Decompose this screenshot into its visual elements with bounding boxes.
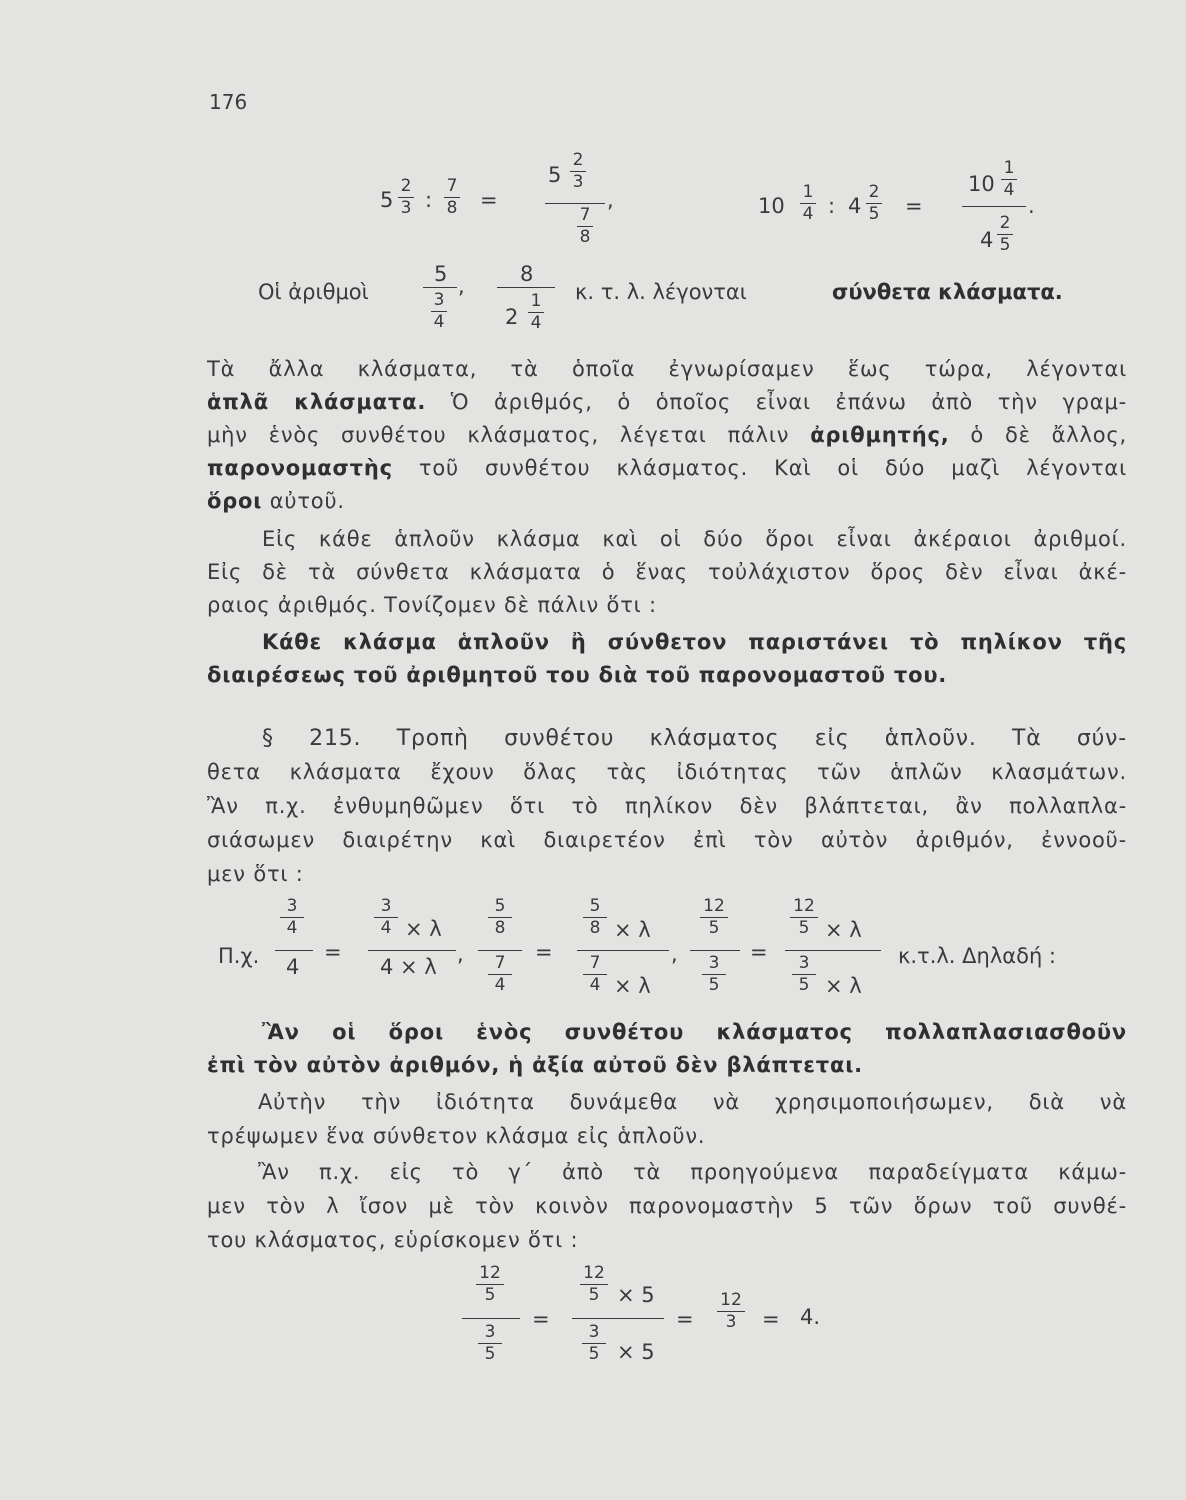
para1-line2: ἁπλᾶ κλάσματα. Ὁ ἀριθμός, ὁ ὁποῖος εἶναι ἐπάνω ἀπὸ τὴν γραμ- <box>207 390 1127 414</box>
para1-line3: μὴν ἑνὸς συνθέτου κλάσματος, λέγεται πάλιν ἀριθμητής, ὁ δὲ ἄλλος, <box>207 423 1127 447</box>
para2-line3: ραιος ἀριθμός. Τονίζομεν δὲ πάλιν ὅτι : <box>207 593 657 617</box>
para1-line4: παρονομαστὴς τοῦ συνθέτου κλάσματος. Καὶ οἱ δύο μαζὶ λέγονται <box>207 456 1127 480</box>
para1-line5: ὅροι αὐτοῦ. <box>207 489 345 513</box>
section-line4: σιάσωμεν διαιρέτην καὶ διαιρετέον ἐπὶ τὸν αὐτὸν ἀριθμόν, ἐννοοῦ- <box>207 828 1127 852</box>
section-215-heading: § 215. Τροπὴ συνθέτου κλάσματος εἰς ἁπλοῦν. Τὰ σύν- <box>262 726 1128 751</box>
rule2-line1: Ἂν οἱ ὅροι ἑνὸς συνθέτου κλάσματος πολλαπλασιασθοῦν <box>262 1020 1127 1044</box>
book-page: 176 5 2 3 : 7 8 = 5 2 3 7 8 , 10 1 4 : 4 2 5 = 10 1 4 4 2 5 . Οἱ ἀριθμοὶ 5 3 4 , 8 2 1 4 κ. τ. λ. λέγονται σύνθετα κλάσματα. Τὰ ἄλλα κλάσματα, τὰ ὁποῖα ἐγνωρίσαμεν ἕως τώρα, λέγονται ἁπλᾶ κλάσματα. Ὁ ἀριθμός, ὁ ὁποῖος εἶναι ἐπάνω ἀπὸ τὴν γραμ- μὴν ἑνὸς συνθέτου κλάσματος, λέγεται πάλιν ἀριθμητής, ὁ δὲ ἄλλος, παρονομαστὴς τοῦ συνθέτου κλάσματος. Καὶ οἱ δύο μαζὶ λέγονται ὅροι αὐτοῦ. Εἰς κάθε ἁπλοῦν κλάσμα καὶ οἱ δύο ὅροι εἶναι ἀκέραιοι ἀριθμοί. Εἰς δὲ τὰ σύνθετα κλάσματα ὁ ἕνας τοὐλάχιστον ὅρος δὲν εἶναι ἀκέ- ραιος ἀριθμός. Τονίζομεν δὲ πάλιν ὅτι : Κάθε κλάσμα ἁπλοῦν ἢ σύνθετον παριστάνει τὸ πηλίκον τῆς διαιρέσεως τοῦ ἀριθμητοῦ του διὰ τοῦ παρονομαστοῦ του. § 215. Τροπὴ συνθέτου κλάσματος εἰς ἁπλοῦν. Τὰ σύν- θετα κλάσματα ἔχουν ὅλας τὰς ἰδιότητας τῶν ἁπλῶν κλασμάτων. Ἂν π.χ. ἐνθυμηθῶμεν ὅτι τὸ πηλίκον δὲν βλάπτεται, ἂν πολλαπλα- σιάσωμεν διαιρέτην καὶ διαιρετέον ἐπὶ τὸν αὐτὸν ἀριθμόν, ἐννοοῦ- μεν ὅτι : Π.χ. 3 4 4 = 3 4 × λ 4 × λ , 5 8 7 4 = 5 8 × λ 7 4 × λ , 12 5 3 5 = 12 5 × λ 3 5 × λ κ.τ.λ. Δηλαδή : Ἂν οἱ ὅροι ἑνὸς συνθέτου κλάσματος πολλαπλασιασθοῦν ἐπὶ τὸν αὐτὸν ἀριθμόν, ἡ ἀξία αὐτοῦ δὲν βλάπτεται. Αὐτὴν τὴν ἰδιότητα δυνάμεθα νὰ χρησιμοποιήσωμεν, διὰ νὰ τρέψωμεν ἕνα σύνθετον κλάσμα εἰς ἁπλοῦν. Ἂν π.χ. εἰς τὸ γ΄ ἀπὸ τὰ προηγούμενα παραδείγματα κάμω- μεν τὸν λ ἴσον μὲ τὸν κοινὸν παρονομαστὴν 5 τῶν ὅρων τοῦ συνθέ- του κλάσματος, εὑρίσκομεν ὅτι : 12 5 3 5 = 12 5 × 5 3 5 × 5 = 12 3 = 4. <box>207 90 1128 1364</box>
rule1-line2: διαιρέσεως τοῦ ἀριθμητοῦ του διὰ τοῦ παρονομαστοῦ του. <box>207 663 948 687</box>
f2-main-bar <box>962 206 1026 207</box>
para2-line1: Εἰς κάθε ἁπλοῦν κλάσμα καὶ οἱ δύο ὅροι εἶναι ἀκέραιοι ἀριθμοί. <box>262 527 1127 551</box>
section-line5: μεν ὅτι : <box>207 862 304 886</box>
para2-line2: Εἰς δὲ τὰ σύνθετα κλάσματα ὁ ἕνας τοὐλάχιστον ὅρος δὲν εἶναι ἀκέ- <box>207 560 1127 584</box>
para1-line1: Τὰ ἄλλα κλάσματα, τὰ ὁποῖα ἐγνωρίσαμεν ἕως τώρα, λέγονται <box>207 357 1127 381</box>
rule2-line2: ἐπὶ τὸν αὐτὸν ἀριθμόν, ἡ ἀξία αὐτοῦ δὲν βλάπτεται. <box>207 1053 863 1077</box>
section-line3: Ἂν π.χ. ἐνθυμηθῶμεν ὅτι τὸ πηλίκον δὲν βλάπτεται, ἂν πολλαπλα- <box>207 794 1127 818</box>
f1-main-bar <box>545 203 605 204</box>
para3-line2: τρέψωμεν ἕνα σύνθετον κλάσμα εἰς ἁπλοῦν. <box>207 1124 706 1148</box>
rule1-line1: Κάθε κλάσμα ἁπλοῦν ἢ σύνθετον παριστάνει τὸ πηλίκον τῆς <box>262 630 1127 654</box>
f1-fraction-2: 7 8 <box>444 178 460 217</box>
para4-line2: μεν τὸν λ ἴσον μὲ τὸν κοινὸν παρονομαστὴν 5 τῶν ὅρων τοῦ συνθέ- <box>207 1194 1127 1218</box>
f1-whole: 5 <box>380 188 394 212</box>
para4-line3: του κλάσματος, εὑρίσκομεν ὅτι : <box>207 1228 579 1252</box>
para3-line1: Αὐτὴν τὴν ἰδιότητα δυνάμεθα νὰ χρησιμοποιήσωμεν, διὰ νὰ <box>258 1090 1127 1114</box>
para4-line1: Ἂν π.χ. εἰς τὸ γ΄ ἀπὸ τὰ προηγούμενα παραδείγματα κάμω- <box>258 1160 1127 1184</box>
page-number: 176 <box>209 90 248 114</box>
f1-fraction: 2 3 <box>398 178 414 217</box>
section-line2: θετα κλάσματα ἔχουν ὅλας τὰς ἰδιότητας τῶν ἁπλῶν κλασμάτων. <box>207 760 1127 784</box>
